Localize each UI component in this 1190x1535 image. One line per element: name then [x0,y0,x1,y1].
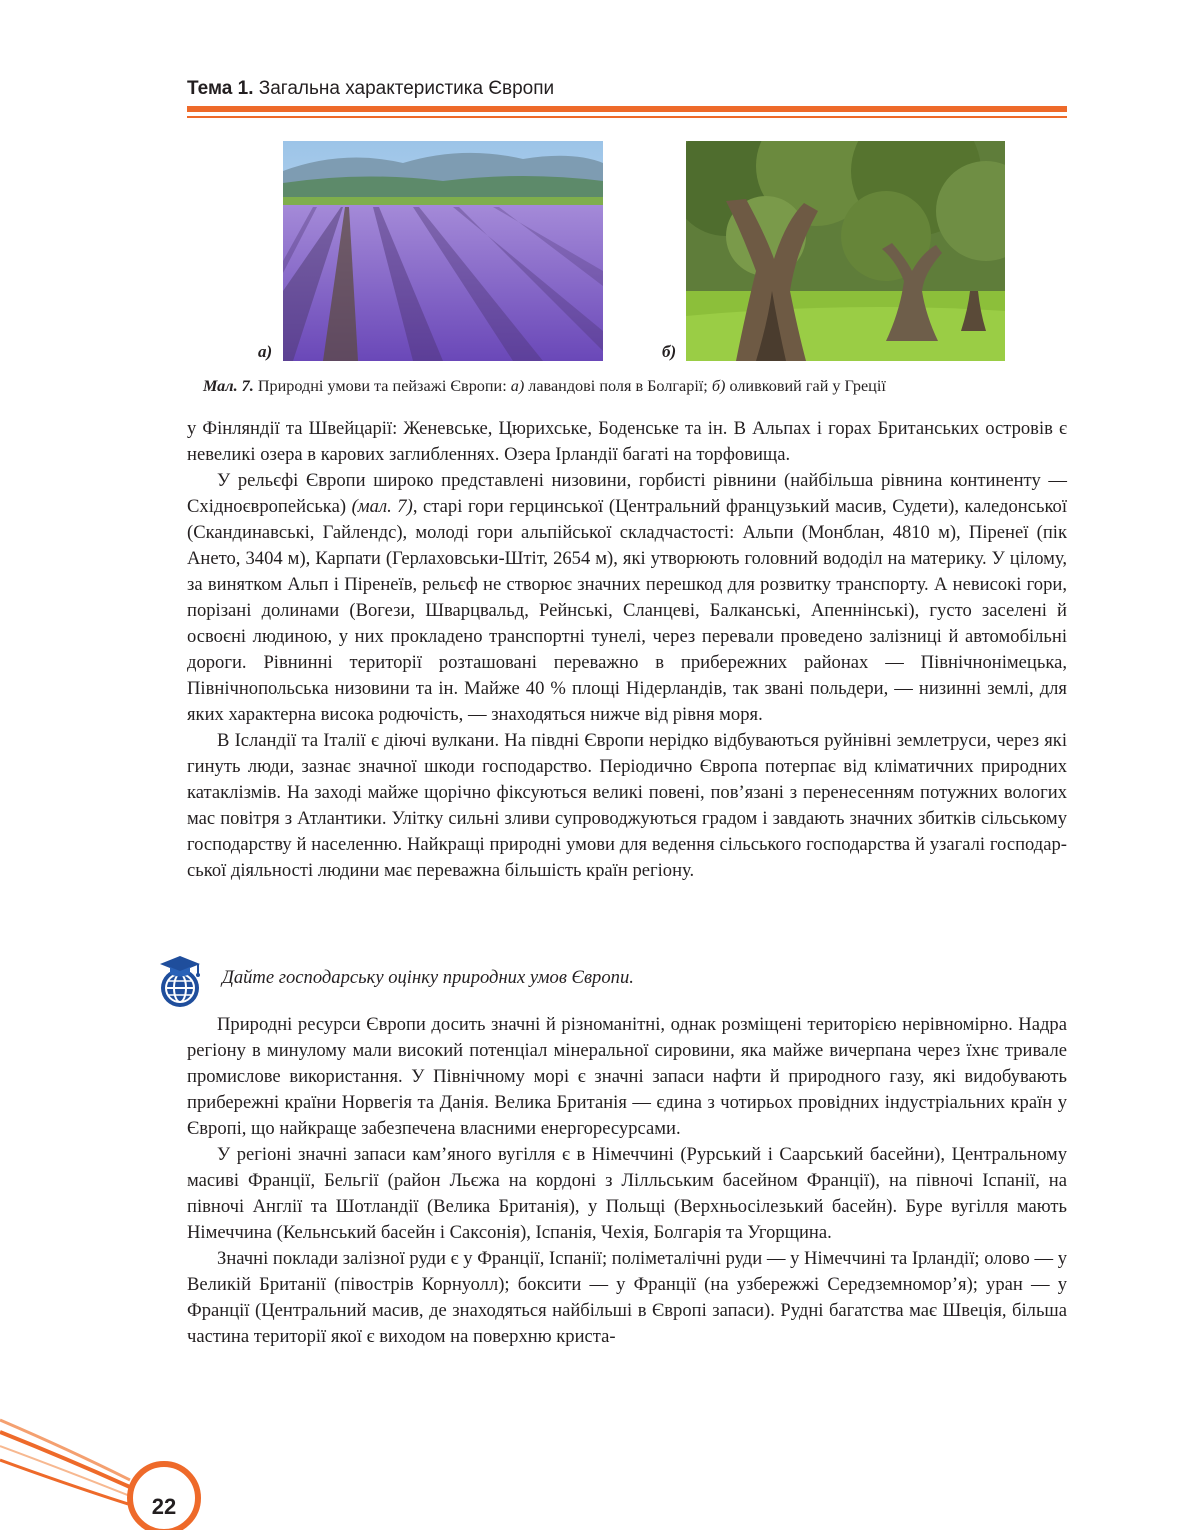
page-number: 22 [151,1494,177,1519]
caption-a-mark: а) [510,377,525,395]
running-header [187,78,1067,100]
footer-decoration [0,1400,240,1530]
figure-caption [203,377,1063,396]
header-rule-thick [187,106,1067,112]
topic-label: Тема 1. [187,78,254,99]
header-rule-thin [187,116,1067,118]
paragraph-text: , старі гори герцинської (Центральний французький масив, Судети), каледонської (Скандинавські, Гайлендс), молоді гори альпійської складчастості: Альпи (Монблан, 4810 м), Піренеї (пік Ането, 3404 м), Карпати (Герлаховськи-Штіт, 2654 м), які утворюють головний вододіл на материку. У цілому, за винятком Альп і Піренеїв, рельєф не створює значних перешкод для розвитку транспорту. А невисокі гори, порізані долинами (Вогези, Шварцвальд, Рейнські, Сланцеві, Балканські, Апеннінські), густо заселені й освоєні людиною, у них прокладено транспортні тунелі, через перевали проведено залізниці й автомобільні дороги. Рівнинні території розташовані переважно в прибережних районах — Північнонімецька, Північнопольська низовини та ін. Майже 40 % площі Нідерландів, так звані польдери, — низинні землі, для яких характерна висока родючість, — знаходяться нижче від рівня моря. [187,496,1067,725]
paragraph: В Ісландії та Італії є діючі вулкани. На півдні Європи нерідко відбуваються руйнівні землетруси, через які гинуть люди, зазнає значної шкоди господарство. Періодично Європа потерпає від кліматичних природних катаклізмів. На заході майже щорічно фіксуються великі повені, пов’язані з перенесенням потужних вологих мас повітря з Атлантики. Улітку сильні зливи супроводжуються градом і завдають значних збитків сільському господарству й населенню. Найкращі природні умови для ведення сільського господарства й узагалі господарської діяльності людини має переважна більшість країн регіону. [187,730,1067,881]
paragraph-text: У рельєфі Європи широко представлені низовини, горбисті рівнини (найбільша рівнина континенту — Східноєвропейська) [187,470,1067,517]
paragraph: У регіоні значні запаси кам’яного вугілля є в Німеччині (Рурський і Саарський басейни), Центральному масиві Франції, Бельгії (район Льєжа на кордоні з Лілльським басейном Франції), на півночі Іспанії, на півночі Англії та Шотландії (Велика Британія), у Польщі (Верхньосілезький басейн). Буре вугілля мають Німеччина (Кельнський басейн і Саксонія), Іспанія, Чехія, Болгарія та Угорщина. [187,1144,1067,1243]
caption-text: Природні умови та пейзажі Європи: [253,377,511,395]
paragraph: у Фінляндії та Швейцарії: Женевське, Цюрихське, Боденське та ін. В Альпах і горах Британських островів є невеликі озера в карових заглибленнях. Озера Ірландії багаті на торфовища. [187,418,1067,465]
caption-b-mark: б) [711,377,726,395]
task-prompt: Дайте господарську оцінку природних умов Європи. [222,967,634,988]
photo-a-label: а) [258,342,273,361]
paragraph: Значні поклади залізної руди є у Франції, Іспанії; поліметалічні руди — у Німеччині та Ірландії; олово — у Великій Британії (півострів Корнуолл); боксити — у Франції (на узбережжі Середземномор’я); уран — у Франції (Центральний масив, де знаходяться найбільші в Європі запаси). Рудні багатства має Швеція, більша частина території якої є виходом на поверхню криста- [187,1248,1067,1347]
lavender-field-photo [283,141,603,361]
caption-title: Мал. 7. [203,377,254,395]
caption-a-text: лавандові поля в Болгарії; [524,377,712,395]
body-text-block-2 [187,1012,1067,1350]
topic-title: Загальна характеристика Європи [258,78,555,99]
paragraph [187,468,1067,728]
graduation-globe-icon [155,954,205,1010]
body-text-block-1 [187,416,1067,884]
figure-reference: (мал. 7) [351,496,413,517]
olive-grove-photo [686,141,1005,361]
paragraph: Природні ресурси Європи досить значні й різноманітні, однак розміщені територією нерівномірно. Надра регіону в минулому мали високий потенціал мінеральної сировини, яка майже вичерпана через їхнє тривале промислове використання. У Північному морі є значні запаси нафти й природного газу, які видобувають прибережні країни Норвегія та Данія. Велика Британія — єдина з чотирьох провідних індустріальних країн у Європі, що найкраще забезпечена власними енергоресурсами. [187,1014,1067,1139]
photo-b-label: б) [662,342,677,361]
caption-b-text: оливковий гай у Греції [725,377,886,395]
